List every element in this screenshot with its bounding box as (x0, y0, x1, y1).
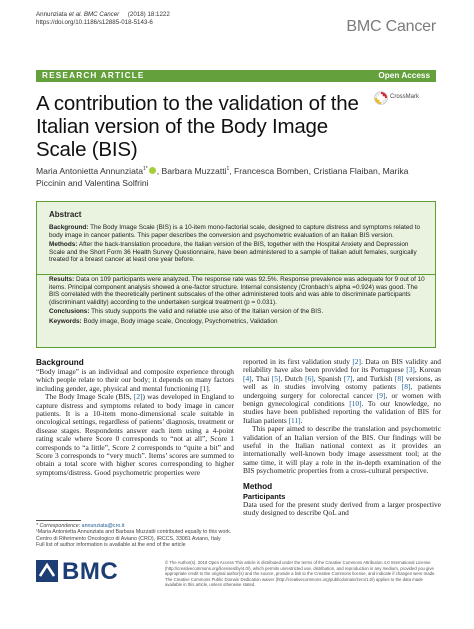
citation-link[interactable]: [4] (243, 373, 252, 383)
running-header (36, 11, 170, 27)
correspondence-note: * Correspondence: annunziata@cro.it (36, 523, 125, 529)
footnotes (36, 523, 234, 549)
citation-link[interactable]: [8] (394, 373, 404, 383)
journal-citation-line: Annunziata et al. BMC Cancer (2018) 18:1222 (36, 11, 170, 18)
citation-link[interactable]: [5] (271, 373, 281, 383)
crossmark-label: CrossMark (390, 94, 420, 100)
abstract-keywords: Keywords: Body image, Body image scale, Oncology, Psychometrics, Validation (49, 318, 278, 326)
author-second: , Barbara Muzzatti (156, 165, 227, 176)
open-access-label: Open Access (378, 71, 430, 80)
bmc-logo (36, 560, 136, 584)
article-title: A contribution to the validation of the Italian version of the Body Image Scale (BIS) (36, 92, 359, 161)
method-heading: Method (243, 481, 273, 491)
background-paragraph-2: The Body Image Scale (BIS, [2]) was developed in England to capture distress and symptoms related to body image in cancer patients. It is a 10-item mono-dimensional scale suitable in oncological settings, regardless of patients’ diagnosis, treatment or disease stages. Respondents answer each item using a 4-point rating scale where Score 0 corresponds to “not at all”, Score 1 corresponds to “a little”, Score 2 corresponds to “quite a bit” and Score 3 corresponds to “very much”. Items’ scores are summed to obtain a total score with higher scores corresponding to higher symptoms/distress. Good psychometric properties were (36, 392, 234, 477)
correspondence-email[interactable]: annunziata@cro.it (81, 523, 125, 529)
right-column (243, 358, 441, 518)
citation-link[interactable]: [6] (305, 373, 314, 383)
bmc-logo-icon (36, 560, 58, 582)
citation-link[interactable]: [8] (401, 382, 411, 392)
left-column (36, 358, 234, 477)
citation-link[interactable]: [2] (133, 392, 143, 402)
background-heading: Background (36, 358, 84, 367)
author-info-note: Full list of author information is available at the end of the article (36, 542, 186, 549)
footnote-rule (36, 520, 81, 521)
license-text: © The Author(s). 2018 Open Access This article is distributed under the terms of the Creative Commons Attribution 4.0 International License (http://creativecommons.org/licenses/by/4.0/), which permits unrestricted use, distribution, and reproduction in any medium, provided you give appropriate credit to the original author(s) and the source, provide a link to the Creative Commons license, and indicate if changes were made. The Creative Commons Public Domain Dedication waiver (http://creativecommons.org/publicdomain/zero/1.0/) applies to the data made available in this article, unless otherwise stated. (165, 560, 436, 587)
equal-contribution-note: ¹Maria Antonietta Annunziata and Barbara Muzzatti contributed equally to this work. (36, 529, 232, 536)
abstract-methods: Methods: After the back-translation procedure, the Italian version of the BIS, together with the Hospital Anxiety and Depression Scale and the Short Form 36 Health Survey Questionnaire, have been administered to a sample of Italian adult females, surgically treated for a breast cancer at least one year before. (49, 241, 417, 264)
abstract-results: Results: Data on 109 participants were analyzed. The response rate was 92.5%. Response prevalence was adequate for 9 out of 10 items. Principal component analysis showed a one-factor structure. Internal consistency (Cronbach’s alpha =0.924) was good. The BIS correlated with the theoretically pertinent subscales of the other administered tools and was able to discriminate participants (discriminant validity) according to the undertaken surgical treatment (p = 0.031). (49, 276, 425, 306)
orcid-icon[interactable] (149, 167, 156, 174)
author-first: Maria Antonietta Annunziata (36, 165, 144, 176)
citation-link[interactable]: [11] (288, 415, 301, 425)
intro-paragraph-1: reported in its first validation study [2]. Data on BIS validity and reliability have also been provided for its Portuguese [3], Korean [4], Thai [5], Dutch [6], Spanish [7], and Turkish [8] versions, as well as in studies involving ostomy patients [8], patients undergoing surgery for colorectal cancer [9], or women with benign gynecological conditions [10]. To our knowledge, no studies have been published reporting the validation of BIS for Italian patients [11]. (243, 357, 442, 425)
participants-heading: Participants (243, 491, 286, 501)
citation-link[interactable]: [10] (349, 399, 362, 409)
author-second-mark: 1 (226, 166, 230, 172)
citation-link[interactable]: [2] (352, 357, 361, 366)
abstract-background: Background: The Body Image Scale (BIS) is a 10-item mono-factorial scale, designed to capture distress and symptoms related to body image in cancer patients. This paper describes the conversion and psychometric evaluation of an Italian BIS version. (49, 224, 421, 239)
participants-paragraph: Data used for the present study derived from a larger prospective study designed to describe QoL and (243, 499, 441, 518)
citation-link[interactable]: [3] (406, 365, 415, 375)
abstract-box-continued (36, 275, 436, 348)
affiliation-note: Centro di Riferimento Oncologico di Aviano (CRO), IRCCS, 33081 Aviano, Italy (36, 535, 221, 542)
article-type-label: RESEARCH ARTICLE (42, 71, 145, 80)
abstract-box (36, 201, 436, 275)
intro-paragraph-2: This paper aimed to describe the translation and psychometric validation of an Italian version of the BIS. Our findings will be useful in the Italian national context as it provides an internationally well-known body image assessment tool; at the same time, it will play a role in the in-depth examination of the BIS psychometric properties from a cross-cultural perspective. (243, 424, 441, 476)
journal-brand: BMC Cancer (346, 18, 436, 35)
crossmark-badge[interactable] (374, 90, 436, 106)
citation-link[interactable]: [9] (376, 390, 386, 400)
abstract-heading: Abstract (49, 210, 82, 219)
bmc-logo-wordmark: BMC (62, 558, 119, 585)
citation-link[interactable]: [7] (343, 373, 353, 383)
article-type-band (36, 70, 436, 82)
author-others: , Francesca Bomben, Cristiana Flaiban, Marika Piccinin and Valentina Solfrini (36, 165, 409, 188)
doi-link[interactable]: https://doi.org/10.1186/s12885-018-5143-6 (36, 19, 153, 26)
background-paragraph-1: “Body image” is an individual and composite experience through which people relate to their our body; it depends on many factors including gender, age, physical and mental functioning [1]. (36, 367, 234, 393)
crossmark-icon (374, 91, 388, 105)
author-first-marks: 1* (143, 166, 148, 172)
abstract-conclusions: Conclusions: This study supports the valid and reliable use also of the Italian version of the BIS. (49, 308, 324, 316)
author-list (36, 163, 436, 189)
